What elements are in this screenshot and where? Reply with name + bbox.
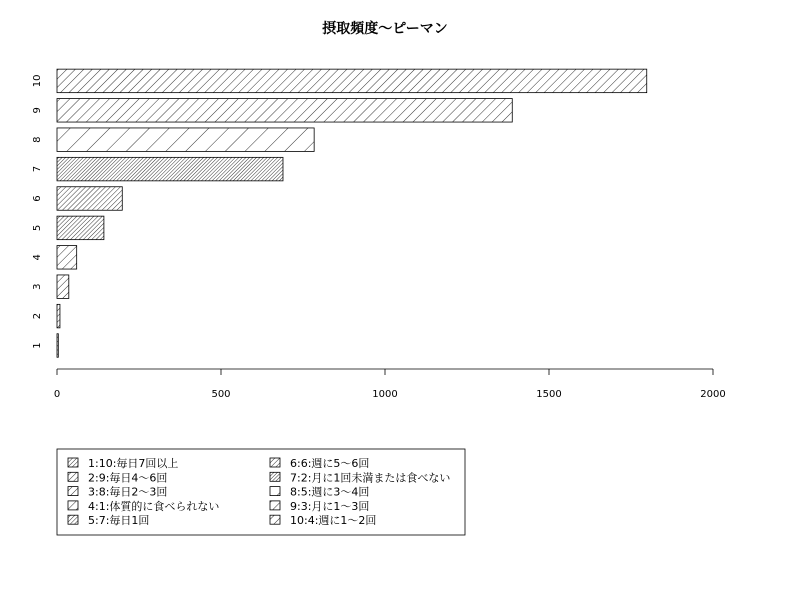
- y-tick-label: 3: [32, 283, 43, 290]
- bar-1: [57, 334, 58, 358]
- legend-item: 1:10:毎日7回以上: [88, 457, 179, 470]
- bar-4: [57, 246, 77, 269]
- legend-item: 8:5:週に3〜4回: [290, 485, 370, 499]
- y-tick-label: 8: [32, 136, 43, 143]
- legend-item: 3:8:毎日2〜3回: [88, 485, 168, 499]
- legend-swatch: [270, 472, 280, 481]
- legend: [57, 449, 465, 535]
- bar-5: [57, 216, 104, 240]
- x-tick-label: 1500: [536, 389, 562, 400]
- y-tick-labels: [32, 75, 43, 349]
- legend-item: 2:9:毎日4〜6回: [88, 471, 168, 485]
- legend-swatch: [68, 458, 78, 467]
- legend-item: 10:4:週に1〜2回: [290, 514, 377, 528]
- y-tick-label: 1: [32, 342, 43, 349]
- bar-9: [57, 99, 512, 123]
- legend-item: 6:6:週に5〜6回: [290, 457, 370, 470]
- legend-swatch: [68, 501, 78, 510]
- chart-title: 摂取頻度〜ピーマン: [322, 21, 448, 37]
- y-tick-label: 6: [32, 195, 43, 202]
- bar-10: [57, 69, 647, 93]
- legend-swatch: [270, 501, 280, 510]
- legend-swatch: [270, 515, 280, 524]
- bar-2: [57, 304, 60, 328]
- y-tick-label: 2: [32, 312, 43, 320]
- legend-item: 9:3:月に1〜3回: [290, 499, 370, 513]
- legend-item: 7:2:月に1回未満または食べない: [290, 471, 451, 485]
- x-tick-label: 0: [53, 389, 61, 400]
- bar-6: [57, 187, 122, 211]
- y-tick-label: 5: [32, 224, 43, 232]
- y-tick-label: 4: [32, 254, 43, 261]
- bar-3: [57, 275, 69, 299]
- legend-swatch: [68, 515, 78, 524]
- bars: [57, 69, 647, 357]
- legend-swatch: [68, 472, 78, 481]
- legend-swatch: [68, 487, 78, 496]
- y-tick-label: 9: [32, 107, 43, 114]
- x-tick-label: 500: [211, 389, 231, 400]
- legend-item: 4:1:体質的に食べられない: [88, 499, 220, 513]
- bar-7: [57, 157, 283, 181]
- x-tick-label: 2000: [700, 389, 726, 400]
- y-tick-label: 7: [32, 165, 43, 173]
- legend-item: 5:7:毎日1回: [88, 514, 150, 528]
- x-tick-label: 1000: [372, 389, 398, 400]
- x-axis: [54, 369, 726, 400]
- legend-swatch: [270, 487, 280, 496]
- legend-swatch: [270, 458, 280, 467]
- bar-8: [57, 128, 314, 152]
- y-tick-label: 10: [32, 74, 43, 88]
